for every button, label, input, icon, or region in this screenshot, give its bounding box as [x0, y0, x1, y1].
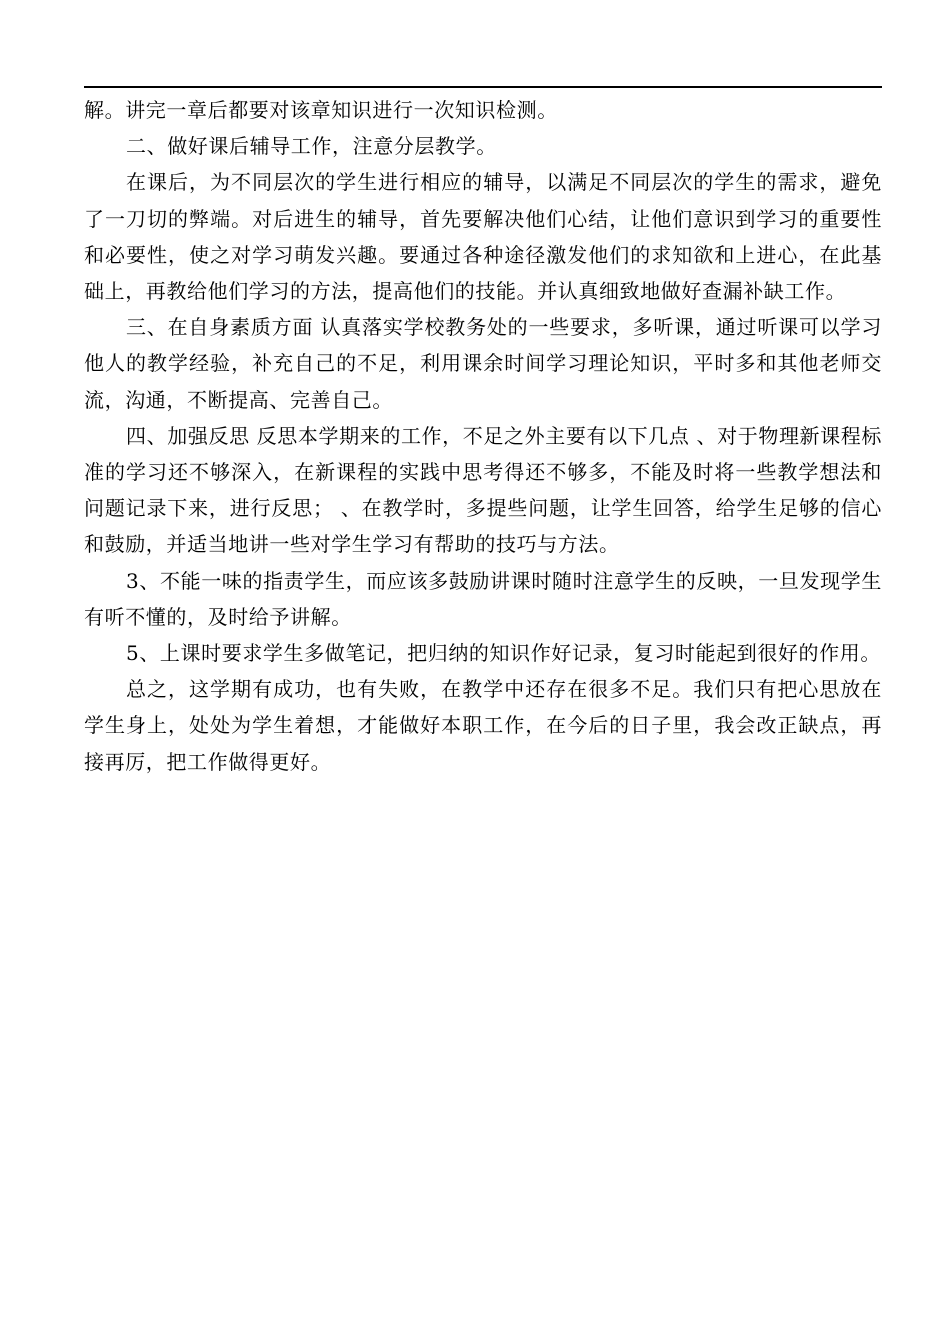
paragraph-reflection: 四、加强反思 反思本学期来的工作，不足之外主要有以下几点 、对于物理新课程标准的学习还不够深入，在新课程的实践中思考得还不够多，不能及时将一些教学想法和问题记录下来，进行反思； 、在教学时，多提些问题，让学生回答，给学生足够的信心和鼓励，并适当地讲一些对学生学习有帮助的技巧与方法。	[84, 423, 882, 557]
paragraph-tutoring-details: 在课后，为不同层次的学生进行相应的辅导，以满足不同层次的学生的需求，避免了一刀切的弊端。对后进生的辅导，首先要解决他们心结，让他们意识到学习的重要性和必要性，使之对学习萌发兴趣。要通过各种途径激发他们的求知欲和上进心，在此基础上，再教给他们学习的方法，提高他们的技能。并认真细致地做好查漏补缺工作。	[84, 170, 882, 304]
paragraph-point-3: 3、不能一味的指责学生，而应该多鼓励讲课时随时注意学生的反映，一旦发现学生有听不懂的，及时给予讲解。	[84, 568, 882, 629]
section-heading-after-class-tutoring: 二、做好课后辅导工作，注意分层教学。	[126, 134, 497, 159]
document-body	[84, 92, 882, 780]
paragraph-self-quality: 三、在自身素质方面 认真落实学校教务处的一些要求，多听课，通过听课可以学习他人的教学经验，补充自己的不足，利用课余时间学习理论知识，平时多和其他老师交流，沟通，不断提高、完善自己。	[84, 315, 882, 412]
header-rule	[84, 86, 882, 88]
paragraph-point-5: 5、上课时要求学生多做笔记，把归纳的知识作好记录，复习时能起到很好的作用。	[126, 641, 881, 666]
paragraph-conclusion: 总之，这学期有成功，也有失败，在教学中还存在很多不足。我们只有把心思放在学生身上，处处为学生着想，才能做好本职工作，在今后的日子里，我会改正缺点，再接再厉，把工作做得更好。	[84, 677, 882, 774]
paragraph-continuation: 解。讲完一章后都要对该章知识进行一次知识检测。	[84, 98, 558, 122]
